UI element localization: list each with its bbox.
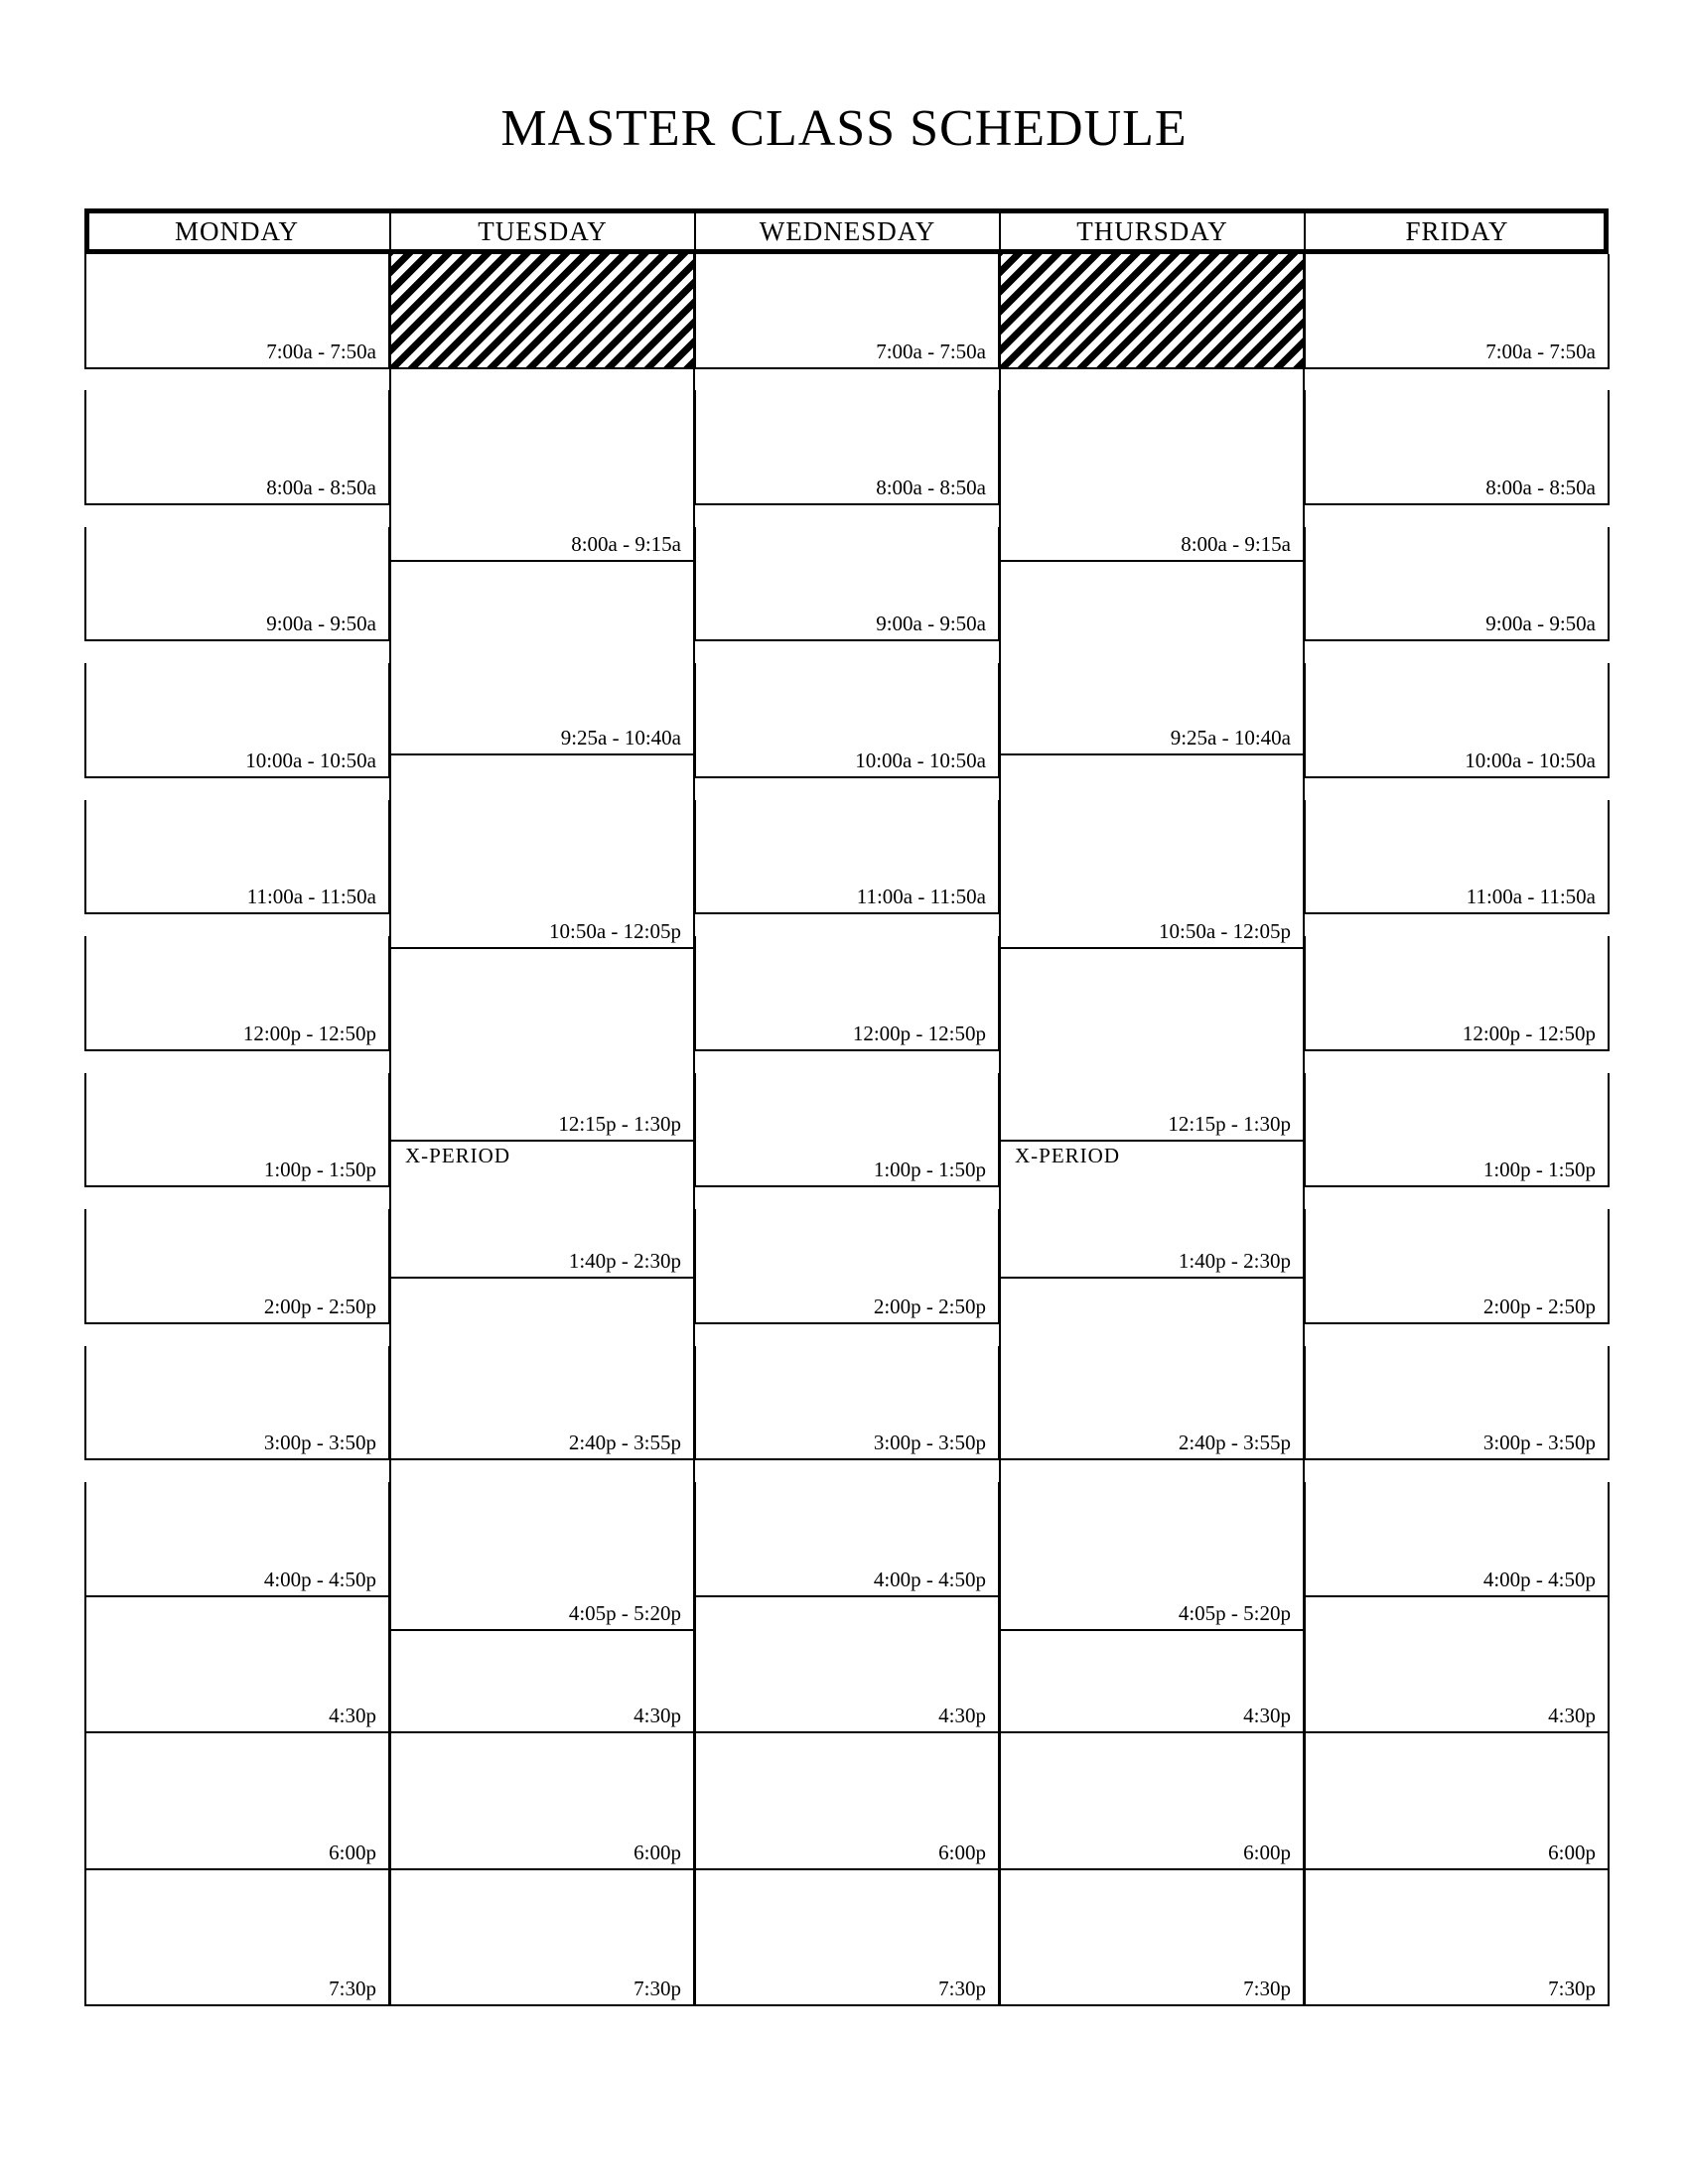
day-header-thursday: THURSDAY — [999, 213, 1304, 249]
slot-time: 8:00a - 9:15a — [571, 532, 681, 557]
time-slot — [1304, 390, 1610, 505]
slot-time: 1:00p - 1:50p — [263, 1158, 376, 1182]
time-slot — [694, 1073, 1000, 1188]
time-slot — [999, 1278, 1305, 1460]
time-slot — [389, 754, 695, 949]
page-title: MASTER CLASS SCHEDULE — [500, 100, 1188, 157]
time-slot — [1304, 800, 1610, 915]
time-slot — [694, 1209, 1000, 1324]
time-slot — [999, 948, 1305, 1143]
slot-time: 4:05p - 5:20p — [568, 1600, 681, 1625]
slot-time: 12:00p - 12:50p — [242, 1021, 376, 1045]
slot-time: 8:00a - 9:15a — [1181, 532, 1291, 557]
slot-time: 3:00p - 3:50p — [873, 1431, 986, 1455]
time-slot — [694, 1596, 1000, 1733]
slot-time: 2:00p - 2:50p — [1482, 1294, 1596, 1318]
time-slot — [694, 663, 1000, 778]
slot-time: 6:00p — [1243, 1840, 1291, 1864]
slot-time: 12:15p - 1:30p — [1168, 1112, 1291, 1137]
time-slot — [84, 1596, 390, 1733]
blocked-slot — [389, 254, 695, 369]
slot-time: 10:50a - 12:05p — [549, 918, 681, 943]
slot-time: 10:00a - 10:50a — [1465, 748, 1596, 772]
slot-time: 8:00a - 8:50a — [1485, 475, 1596, 499]
time-slot — [389, 1630, 695, 1733]
slot-time: 7:00a - 7:50a — [876, 339, 986, 363]
time-slot — [389, 1141, 695, 1278]
slot-time: 10:00a - 10:50a — [245, 748, 376, 772]
slot-time: 7:30p — [633, 1976, 681, 2000]
slot-time: 11:00a - 11:50a — [1466, 885, 1596, 909]
time-slot — [999, 561, 1305, 755]
slot-time: 9:00a - 9:50a — [266, 612, 376, 636]
slot-time: 4:30p — [1243, 1704, 1291, 1728]
time-slot — [694, 936, 1000, 1051]
day-column-monday — [84, 254, 389, 2005]
slot-time: 12:00p - 12:50p — [852, 1021, 986, 1045]
slot-time: 1:00p - 1:50p — [1482, 1158, 1596, 1182]
time-slot — [1304, 936, 1610, 1051]
time-slot — [84, 1482, 390, 1597]
slot-time: 4:30p — [329, 1704, 376, 1728]
slot-time: 4:30p — [938, 1704, 986, 1728]
time-slot — [84, 1869, 390, 2006]
slot-time: 6:00p — [1548, 1840, 1596, 1864]
slot-time: 4:30p — [633, 1704, 681, 1728]
slot-time: 4:00p - 4:50p — [263, 1567, 376, 1591]
time-slot — [84, 663, 390, 778]
time-slot — [694, 800, 1000, 915]
day-header-monday: MONDAY — [174, 216, 300, 246]
slot-time: 2:00p - 2:50p — [263, 1294, 376, 1318]
day-column-wednesday — [694, 254, 999, 2005]
time-slot — [1304, 1482, 1610, 1597]
day-header-friday: FRIDAY — [1304, 213, 1609, 249]
time-slot — [999, 754, 1305, 949]
slot-time: 6:00p — [633, 1840, 681, 1864]
slot-time: 6:00p — [329, 1840, 376, 1864]
time-slot — [999, 1869, 1305, 2006]
slot-time: 9:00a - 9:50a — [876, 612, 986, 636]
slot-time: 7:30p — [1243, 1976, 1291, 2000]
day-header-row — [84, 208, 1609, 254]
time-slot — [389, 1732, 695, 1869]
time-slot — [84, 936, 390, 1051]
slot-time: 7:30p — [329, 1976, 376, 2000]
schedule-grid — [84, 208, 1609, 2005]
slot-label: X-PERIOD — [1015, 1144, 1120, 1168]
slot-time: 4:00p - 4:50p — [873, 1567, 986, 1591]
time-slot — [84, 800, 390, 915]
blocked-slot — [999, 254, 1305, 369]
slot-time: 9:00a - 9:50a — [1485, 612, 1596, 636]
time-slot — [1304, 254, 1610, 369]
slot-time: 7:00a - 7:50a — [1485, 339, 1596, 363]
slot-time: 10:00a - 10:50a — [855, 748, 986, 772]
slot-time: 8:00a - 8:50a — [266, 475, 376, 499]
day-column-friday — [1304, 254, 1609, 2005]
slot-time: 12:00p - 12:50p — [1462, 1021, 1596, 1045]
time-slot — [694, 527, 1000, 642]
time-slot — [694, 1732, 1000, 1869]
slot-time: 1:00p - 1:50p — [873, 1158, 986, 1182]
time-slot — [694, 1346, 1000, 1461]
slot-time: 7:30p — [938, 1976, 986, 2000]
slot-time: 11:00a - 11:50a — [246, 885, 376, 909]
time-slot — [84, 390, 390, 505]
time-slot — [694, 1869, 1000, 2006]
time-slot — [84, 254, 390, 369]
time-slot — [999, 1459, 1305, 1631]
time-slot — [84, 527, 390, 642]
time-slot — [84, 1209, 390, 1324]
slot-time: 1:40p - 2:30p — [568, 1248, 681, 1273]
time-slot — [694, 1482, 1000, 1597]
time-slot — [999, 1732, 1305, 1869]
slot-time: 4:05p - 5:20p — [1178, 1600, 1291, 1625]
time-slot — [1304, 1209, 1610, 1324]
time-slot — [694, 254, 1000, 369]
time-slot — [389, 1869, 695, 2006]
time-slot — [999, 1630, 1305, 1733]
day-header-wednesday: WEDNESDAY — [694, 213, 999, 249]
slot-time: 9:25a - 10:40a — [560, 725, 681, 750]
time-slot — [999, 368, 1305, 563]
time-slot — [389, 1459, 695, 1631]
time-slot — [1304, 527, 1610, 642]
time-slot — [1304, 1073, 1610, 1188]
slot-time: 12:15p - 1:30p — [558, 1112, 681, 1137]
slot-time: 2:40p - 3:55p — [568, 1431, 681, 1455]
slot-time: 4:30p — [1548, 1704, 1596, 1728]
time-slot — [1304, 1346, 1610, 1461]
time-slot — [1304, 1732, 1610, 1869]
slot-time: 1:40p - 2:30p — [1178, 1248, 1291, 1273]
time-slot — [389, 368, 695, 563]
slot-time: 7:30p — [1548, 1976, 1596, 2000]
time-slot — [84, 1346, 390, 1461]
slot-time: 10:50a - 12:05p — [1159, 918, 1291, 943]
time-slot — [1304, 1869, 1610, 2006]
time-slot — [389, 948, 695, 1143]
day-header-tuesday: TUESDAY — [389, 213, 694, 249]
time-slot — [1304, 663, 1610, 778]
slot-label: X-PERIOD — [405, 1144, 510, 1168]
time-slot — [84, 1073, 390, 1188]
slot-time: 3:00p - 3:50p — [1482, 1431, 1596, 1455]
time-slot — [389, 1278, 695, 1460]
slot-time: 11:00a - 11:50a — [856, 885, 986, 909]
slot-time: 2:00p - 2:50p — [873, 1294, 986, 1318]
time-slot — [389, 561, 695, 755]
time-slot — [999, 1141, 1305, 1278]
slot-time: 8:00a - 8:50a — [876, 475, 986, 499]
day-column-thursday — [999, 254, 1304, 2005]
time-slot — [1304, 1596, 1610, 1733]
slot-time: 9:25a - 10:40a — [1170, 725, 1291, 750]
slot-time: 4:00p - 4:50p — [1482, 1567, 1596, 1591]
slot-time: 2:40p - 3:55p — [1178, 1431, 1291, 1455]
slot-time: 6:00p — [938, 1840, 986, 1864]
time-slot — [694, 390, 1000, 505]
slot-time: 7:00a - 7:50a — [266, 339, 376, 363]
time-slot — [84, 1732, 390, 1869]
slot-time: 3:00p - 3:50p — [263, 1431, 376, 1455]
day-column-tuesday — [389, 254, 694, 2005]
